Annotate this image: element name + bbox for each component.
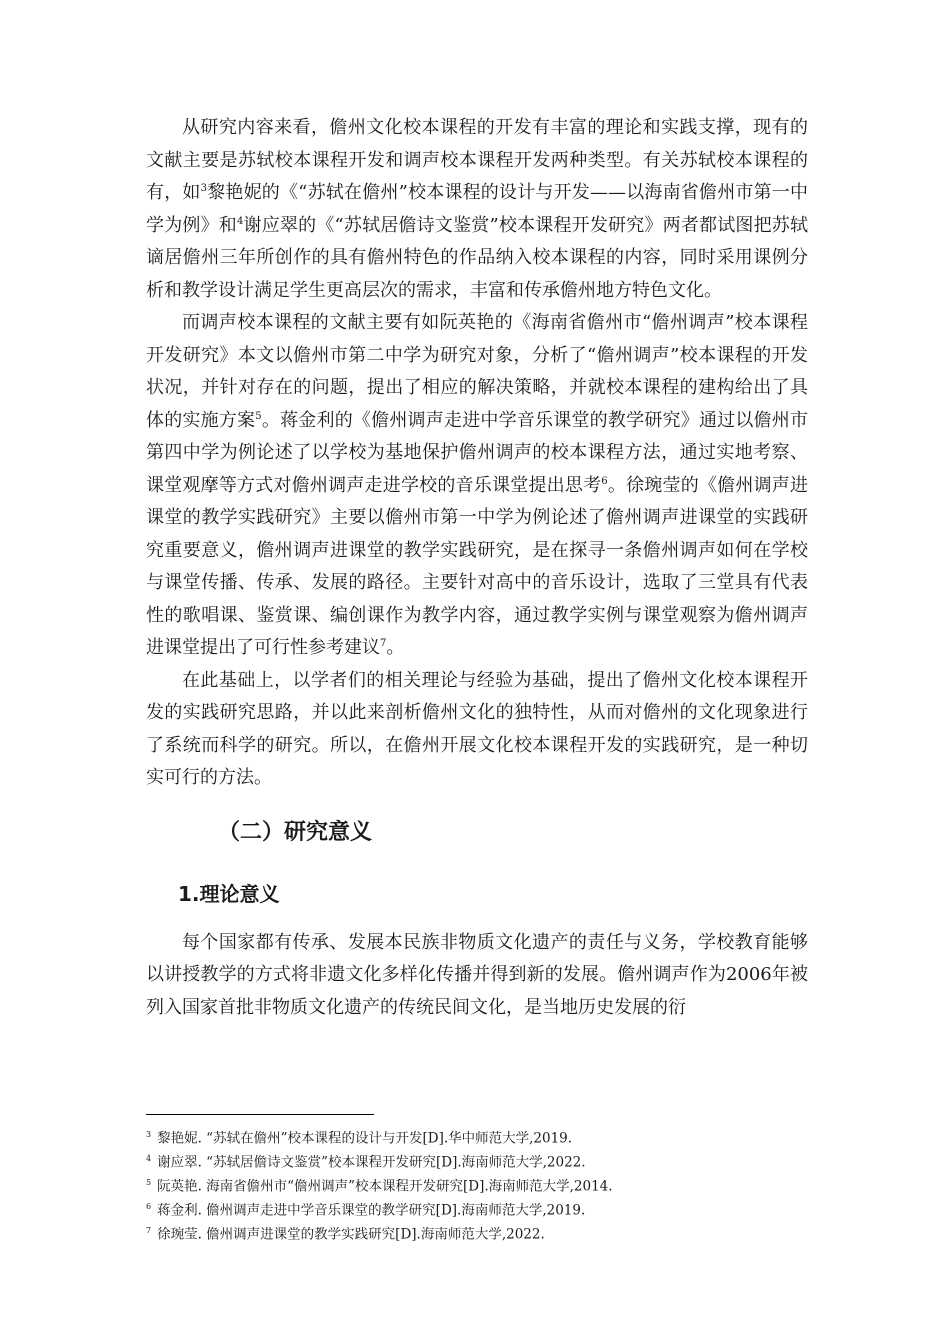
footnote-7: $^7$ 徐琬莹. 儋州调声进课堂的教学实践研究[D].海南师范大学,2022. xyxy=(146,1226,545,1243)
footnote-ref-6: 6 xyxy=(601,475,608,487)
footnotes xyxy=(146,1114,808,1245)
footnote-6: $^6$ 蒋金利. 儋州调声走进中学音乐课堂的教学研究[D].海南师范大学,2019. xyxy=(146,1202,586,1219)
footnote-ref-3: 3 xyxy=(200,183,207,194)
paragraph-theoretical-significance: 每个国家都有传承、发展本民族非物质文化遗产的责任与义务，学校教育能够以讲授教学的方式将非遗文化多样化传播并得到新的发展。儋州调声作为2006年被列入国家首批非物质文化遗产的传统民间文化，是当地历史发展的衍 xyxy=(146,931,808,1018)
footnote-ref-5: 5 xyxy=(255,410,262,422)
document-body xyxy=(146,112,808,1024)
footnote-ref-7: 7 xyxy=(380,638,387,649)
footnote-divider xyxy=(146,1114,374,1115)
paragraph-sources-sushi: 从研究内容来看，儋州文化校本课程的开发有丰富的理论和实践支撑，现有的文献主要是苏轼校本课程开发和调声校本课程开发两种类型。有关苏轼校本课程的有，如$^3$黎艳妮的《“苏轼在儋州”校本课程的设计与开发——以海南省儋州市第一中学为例》和$^4$谢应翠的《“苏轼居儋诗文鉴赏”校本课程开发研究》两者都试图把苏轼谪居儋州三年所创作的具有儋州特色的作品纳入校本课程的内容，同时采用课例分析和教学设计满足学生更高层次的需求，丰富和传承儋州地方特色文化。 xyxy=(146,117,809,301)
paragraph-summary: 在此基础上，以学者们的相关理论与经验为基础，提出了儋州文化校本课程开发的实践研究思路，并以此来剖析儋州文化的独特性，从而对儋州的文化现象进行了系统而科学的研究。所以，在儋州开展文化校本课程开发的实践研究，是一种切实可行的方法。 xyxy=(146,669,808,788)
footnote-3: $^3$ 黎艳妮. “苏轼在儋州”校本课程的设计与开发[D].华中师范大学,2019. xyxy=(146,1130,573,1147)
footnote-ref-4: 4 xyxy=(236,215,244,227)
footnote-4: $^4$ 谢应翠. “苏轼居儋诗文鉴赏”校本课程开发研究[D].海南师范大学,2022. xyxy=(146,1154,586,1171)
subsection-heading: 1.理论意义 xyxy=(178,881,280,906)
paragraph-sources-diaosheng: 而调声校本课程的文献主要有如阮英艳的《海南省儋州市“儋州调声”校本课程开发研究》本文以儋州市第二中学为研究对象，分析了“儋州调声”校本课程的开发状况，并针对存在的问题，提出了相应的解决策略，并就校本课程的建构给出了具体的实施方案$^5$。蒋金利的《儋州调声走进中学音乐课堂的教学研究》通过以儋州市第四中学为例论述了以学校为基地保护儋州调声的校本课程方法，通过实地考察、课堂观摩等方式对儋州调声走进学校的音乐课堂提出思考$^6$。徐琬莹的《儋州调声进课堂的教学实践研究》主要以儋州市第一中学为例论述了儋州调声进课堂的实践研究重要意义，儋州调声进课堂的教学实践研究，是在探寻一条儋州调声如何在学校与课堂传播、传承、发展的路径。主要针对高中的音乐设计，选取了三堂具有代表性的歌唱课、鉴赏课、编创课作为教学内容，通过教学实例与课堂观察为儋州调声进课堂提出了可行性参考建议$^7$。 xyxy=(146,312,809,658)
section-heading: （二）研究意义 xyxy=(218,819,373,845)
footnote-5: $^5$ 阮英艳. 海南省儋州市“儋州调声”校本课程开发研究[D].海南师范大学,2014. xyxy=(146,1178,613,1195)
